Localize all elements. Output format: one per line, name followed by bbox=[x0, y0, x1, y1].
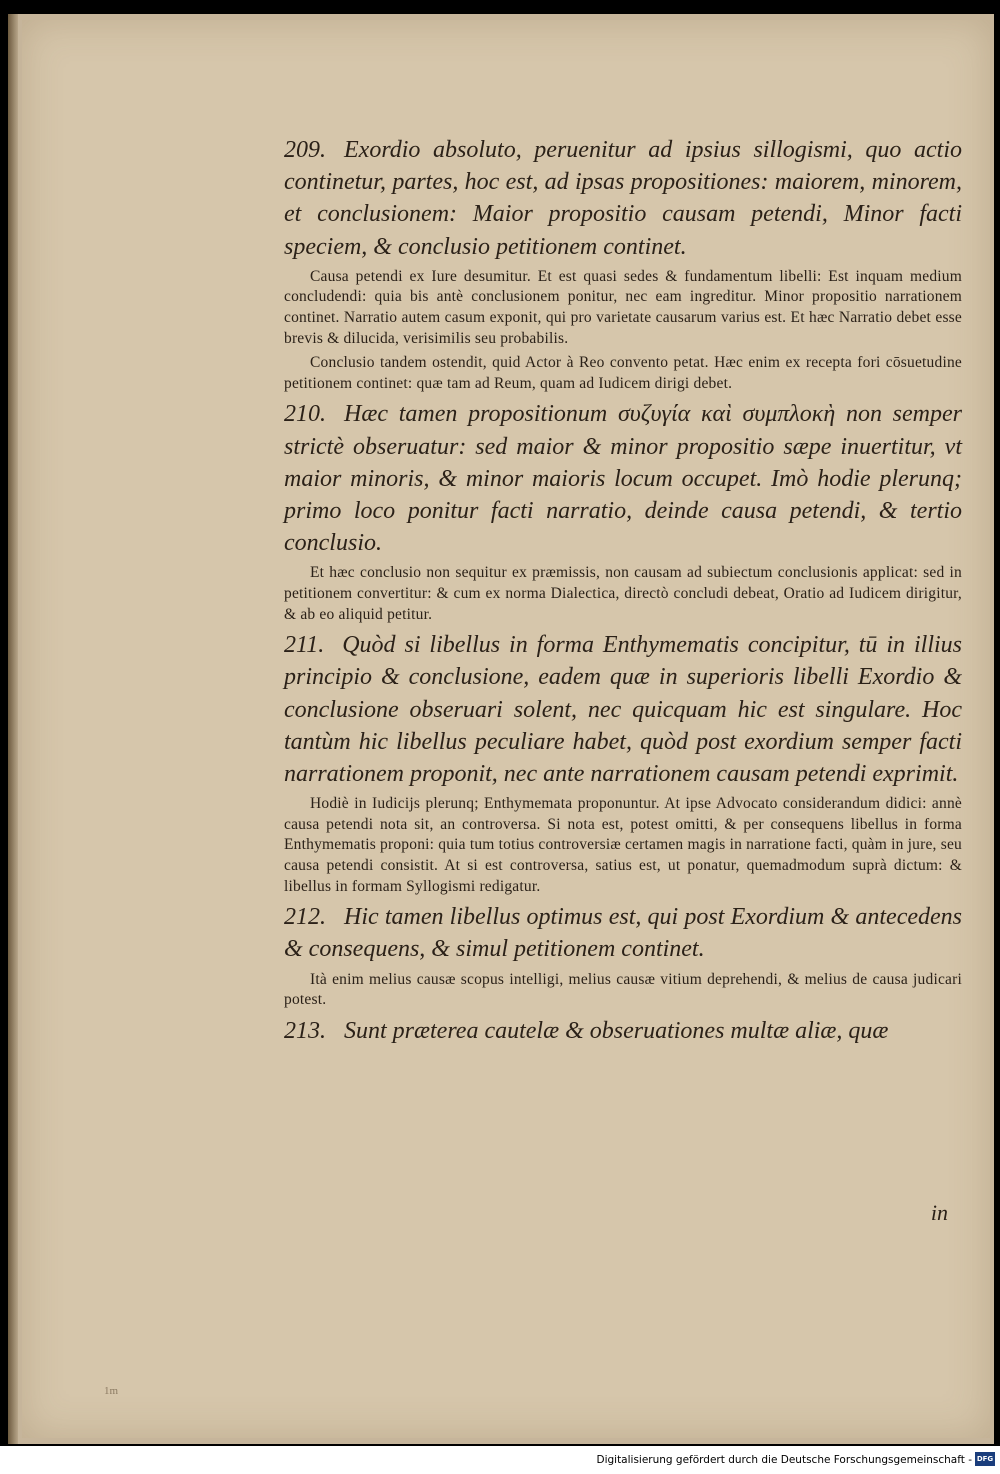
section-number: 210. bbox=[284, 401, 326, 428]
commentary-paragraph: Ità enim melius causæ scopus intelligi, melius causæ vitium deprehendi, & melius de causa judicari potest. bbox=[284, 970, 962, 1009]
catchword: in bbox=[930, 1200, 948, 1225]
section-number: 209. bbox=[284, 137, 326, 163]
commentary-paragraph: Causa petendi ex Iure desumitur. Et est quasi sedes & fundamentum libelli: Est inquam medium concludendi: quia bis antè conclusionem ponitur, nec eam ingreditur. Minor propositio narrationem continet. Narratio autem casum exponit, qui pro varietate causarum varius est. Et hæc Narratio debet esse brevis & dilucida, verisimilis seu probabilis. bbox=[284, 267, 962, 347]
paragraph-210 bbox=[284, 398, 962, 559]
footer-bar bbox=[0, 1446, 1000, 1474]
section-text: Hæc tamen propositionum συζυγία καὶ συμπλοκὴ non semper strictè obseruatur: sed maior & minor propositio sæpe inuertitur, vt maior minoris, & minor maioris locum occupet. Imò hodie plerunq; primo loco ponitur facti narratio, deinde causa petendi, & tertio conclusio. bbox=[284, 401, 962, 557]
commentary-paragraph: Conclusio tandem ostendit, quid Actor à Reo convento petat. Hæc enim ex recepta fori cōsuetudine petitionem continet: quæ tam ad Reum, quam ad Iudicem dirigi debet. bbox=[284, 354, 962, 392]
page-text bbox=[284, 134, 962, 1047]
paragraph-209 bbox=[284, 134, 962, 263]
dfg-logo-icon: DFG bbox=[975, 1452, 995, 1466]
section-text: Hic tamen libellus optimus est, qui post Exordium & antecedens & consequens, & simul petitionem continet. bbox=[284, 904, 962, 963]
commentary-paragraph: Hodiè in Iudicijs plerunq; Enthymemata proponuntur. At ipse Advocato considerandum didici: annè causa petendi nota sit, an controversa. Si nota est, potest omitti, & per consequens libellus in forma Enthymematis proponi: quia tum totius controversiæ certamen magis in narratione facti, quàm in jure, seu causa petendi consistit. At si est controversa, satius est, ut ponatur, quemadmodum suprà dictum: & libellus in formam Syllogismi redigatur. bbox=[284, 795, 962, 895]
funding-credit: Digitalisierung gefördert durch die Deutsche Forschungsgemeinschaft - bbox=[596, 1454, 972, 1466]
commentary-paragraph: Et hæc conclusio non sequitur ex præmissis, non causam ad subiectum conclusionis applicat: sed in petitionem convertitur: & cum ex norma Dialectica, directò concludi debeat, Oratio ad Iudicem dirigitur, & ab eo aliquid petitur. bbox=[284, 564, 962, 623]
pencil-mark: 1m bbox=[104, 1385, 119, 1397]
paragraph-213 bbox=[284, 1015, 962, 1047]
section-number: 212. bbox=[284, 904, 326, 931]
section-number: 211. bbox=[284, 632, 325, 659]
paragraph-211 bbox=[284, 629, 962, 790]
section-text: Exordio absoluto, peruenitur ad ipsius sillogismi, quo actio continetur, partes, hoc est, ad ipsas propositiones: maiorem, minorem, et conclusionem: Maior propositio causam petendi, Minor facti speciem, & conclusio petitionem continet. bbox=[284, 137, 962, 260]
paragraph-212 bbox=[284, 901, 962, 965]
section-number: 213. bbox=[284, 1017, 326, 1044]
section-text: Quòd si libellus in forma Enthymematis concipitur, tū in illius principio & conclusione, eadem quæ in superioris libelli Exordio & conclusione obseruari solent, nec quicquam hic est singulare. Hoc tantùm hic libellus peculiare habet, quòd post exordium semper facti narrationem proponit, nec ante narrationem causam petendi exprimit. bbox=[284, 632, 962, 787]
section-text: Sunt præterea cautelæ & obseruationes multæ aliæ, quæ bbox=[344, 1017, 889, 1044]
